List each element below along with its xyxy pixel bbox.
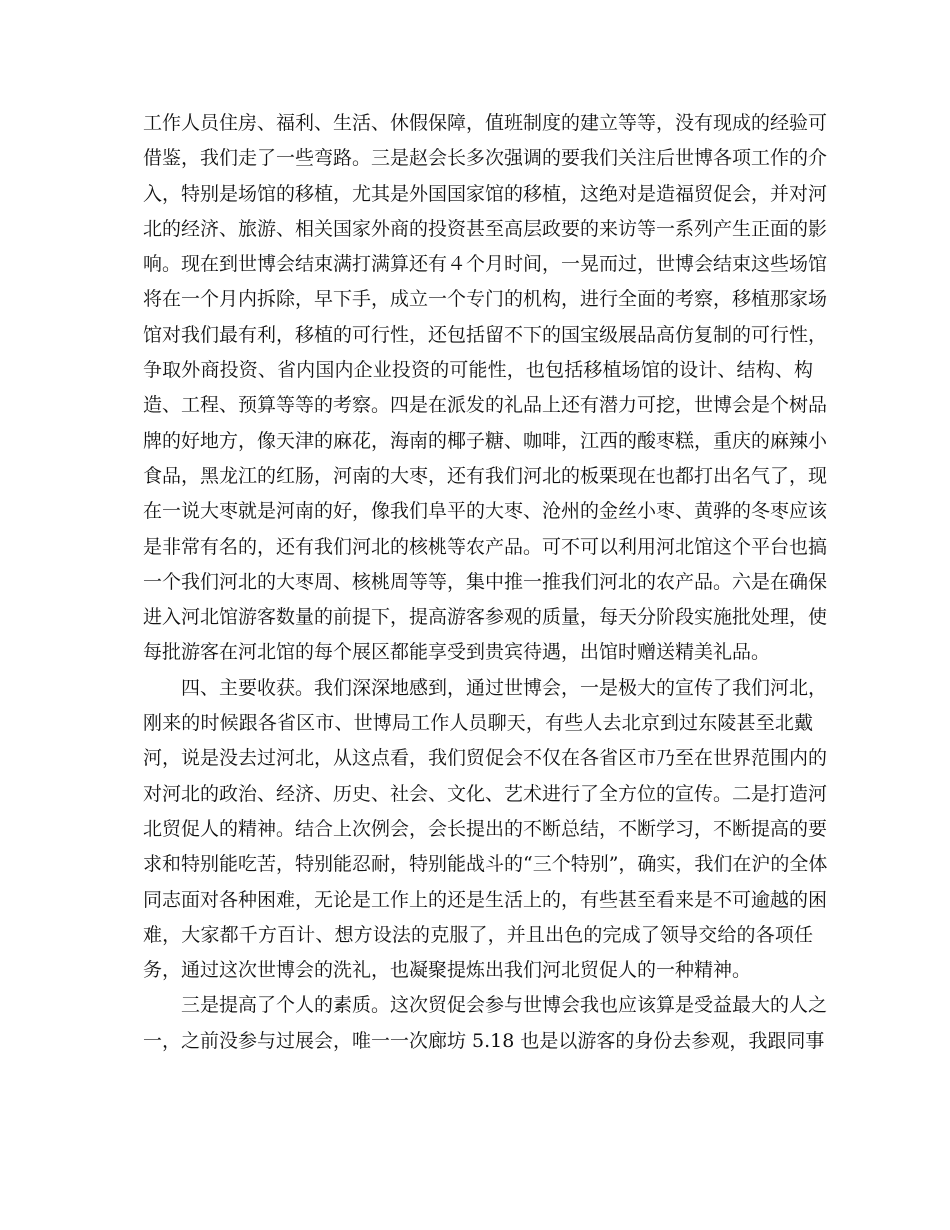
text-line: 借鉴，我们走了一些弯路。三是赵会长多次强调的要我们关注后世博各项工作的介: [143, 147, 828, 170]
text-line: 是非常有名的，还有我们河北的核桃等农产品。可不可以利用河北馆这个平台也搞: [143, 535, 828, 558]
text-line: 每批游客在河北馆的每个展区都能享受到贵宾待遇，出馆时赠送精美礼品。: [143, 641, 771, 664]
text-line: 河，说是没去过河北，从这点看，我们贸促会不仅在各省区市乃至在世界范围内的: [143, 747, 828, 770]
text-line: 一，之前没参与过展会，唯一一次廊坊 5.18 也是以游客的身份去参观，我跟同事: [143, 1029, 825, 1052]
text-line: 求和特别能吃苦，特别能忍耐，特别能战斗的“三个特别”，确实，我们在沪的全体: [143, 853, 828, 876]
text-line: 入，特别是场馆的移植，尤其是外国国家馆的移植，这绝对是造福贸促会，并对河: [143, 182, 828, 205]
text-line: 刚来的时候跟各省区市、世博局工作人员聊天，有些人去北京到过东陵甚至北戴: [143, 712, 813, 735]
document-body: [143, 106, 828, 1059]
text-line: 响。现在到世博会结束满打满算还有４个月时间，一晃而过，世博会结束这些场馆: [143, 253, 828, 276]
text-line: 馆对我们最有利，移植的可行性，还包括留不下的国宝级展品高仿复制的可行性，: [143, 323, 828, 346]
text-line: 造、工程、预算等等的考察。四是在派发的礼品上还有潜力可挖，世博会是个树品: [143, 394, 828, 417]
text-line: 将在一个月内拆除，早下手，成立一个专门的机构，进行全面的考察，移植那家场: [143, 288, 828, 311]
text-line: 进入河北馆游客数量的前提下，提高游客参观的质量，每天分阶段实施批处理，使: [143, 606, 828, 629]
text-line: 工作人员住房、福利、生活、休假保障，值班制度的建立等等，没有现成的经验可: [143, 112, 828, 134]
text-line: 对河北的政治、经济、历史、社会、文化、艺术进行了全方位的宣传。二是打造河: [143, 782, 828, 805]
text-line: 务，通过这次世博会的洗礼，也凝聚提炼出我们河北贸促人的一种精神。: [143, 959, 752, 982]
text-line: 在一说大枣就是河南的好，像我们阜平的大枣、沧州的金丝小枣、黄骅的冬枣应该: [143, 500, 828, 523]
text-line: 食品，黑龙江的红肠，河南的大枣，还有我们河北的板栗现在也都打出名气了，现: [143, 464, 828, 487]
text-line: 一个我们河北的大枣周、核桃周等等，集中推一推我们河北的农产品。六是在确保: [143, 570, 828, 593]
text-line: 北的经济、旅游、相关国家外商的投资甚至高层政要的来访等一系列产生正面的影: [143, 217, 828, 240]
paragraph-first-line: 三是提高了个人的素质。这次贸促会参与世博会我也应该算是受益最大的人之: [181, 994, 828, 1017]
text-line: 同志面对各种困难，无论是工作上的还是生活上的，有些甚至看来是不可逾越的困: [143, 888, 828, 911]
text-line: 北贸促人的精神。结合上次例会，会长提出的不断总结，不断学习，不断提高的要: [143, 817, 828, 840]
paragraph-first-line: 四、主要收获。我们深深地感到，通过世博会，一是极大的宣传了我们河北，: [181, 676, 828, 699]
text-line: 难，大家都千方百计、想方设法的克服了，并且出色的完成了领导交给的各项任: [143, 923, 813, 946]
text-line: 争取外商投资、省内国内企业投资的可能性，也包括移植场馆的设计、结构、构: [143, 359, 813, 382]
text-line: 牌的好地方，像天津的麻花，海南的椰子糖、咖啡，江西的酸枣糕，重庆的麻辣小: [143, 429, 828, 452]
